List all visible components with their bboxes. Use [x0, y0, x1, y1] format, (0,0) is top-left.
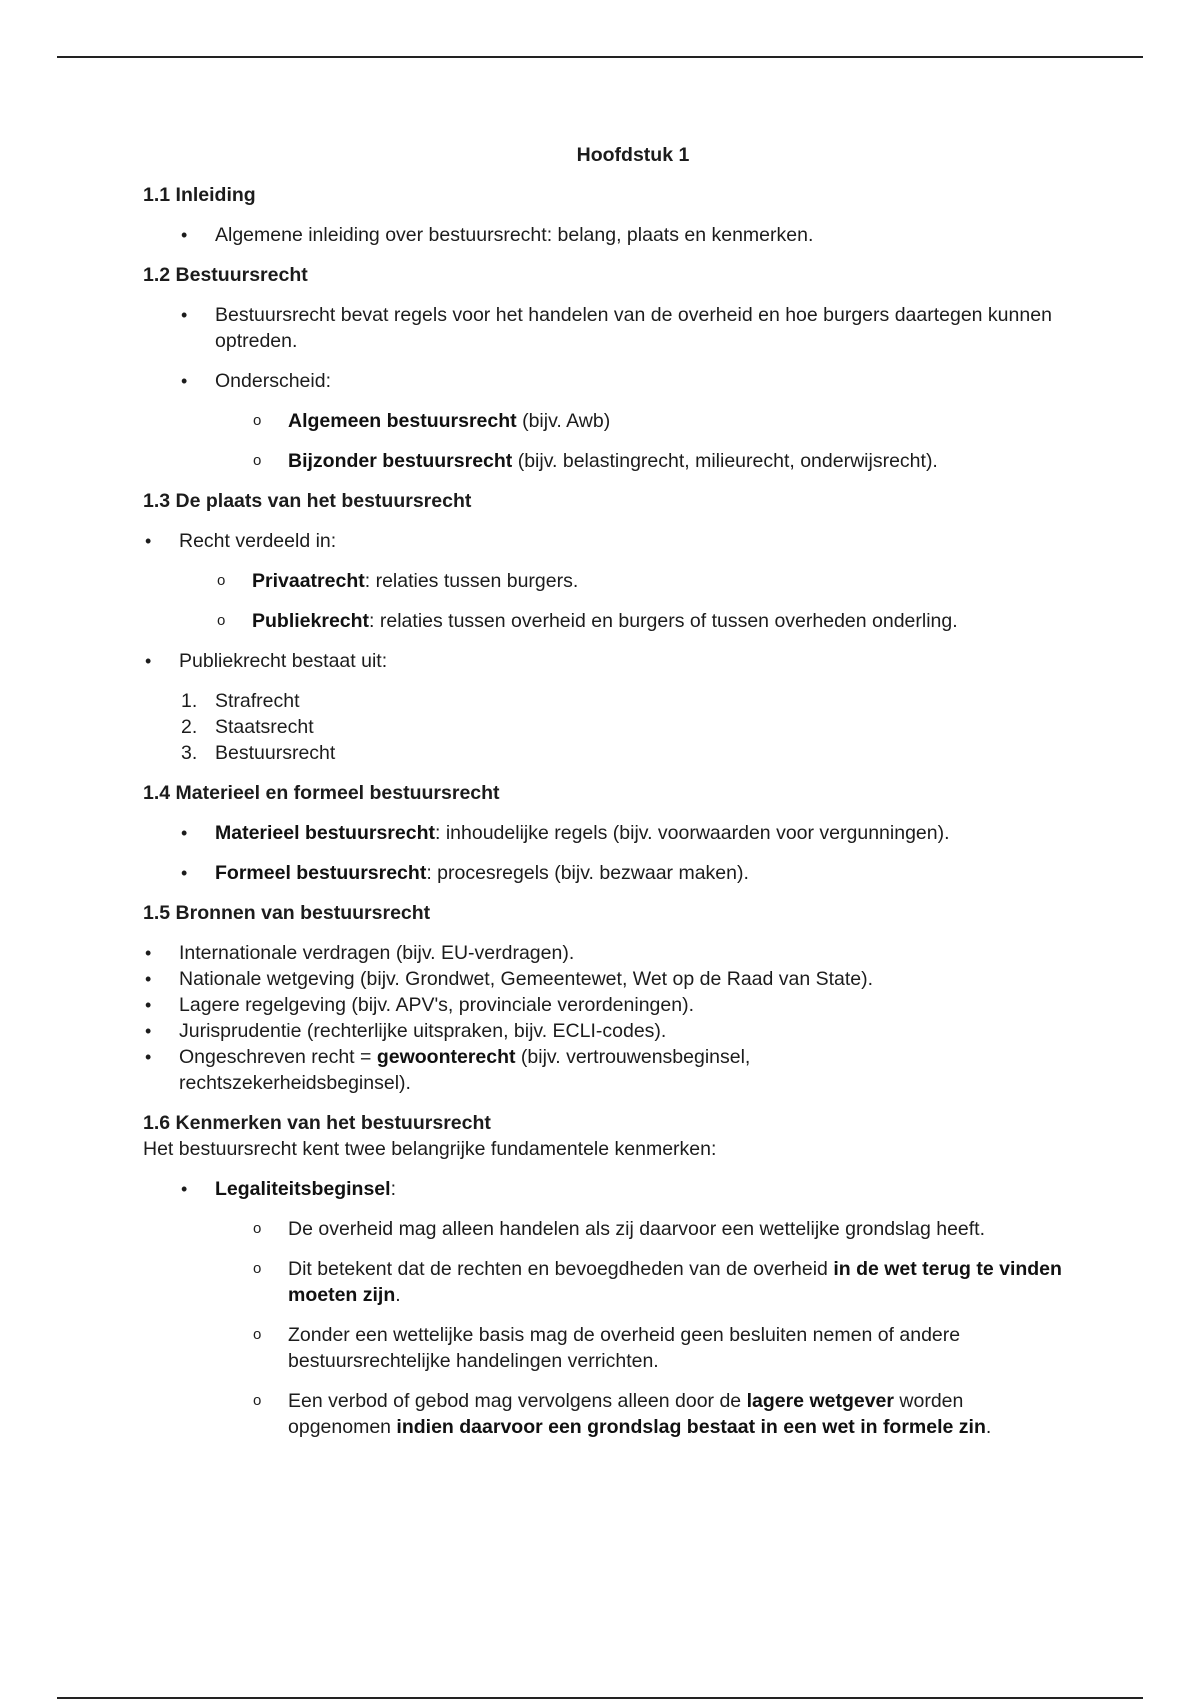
chapter-title: Hoofdstuk 1 [576, 144, 690, 166]
circle-bullet-icon: o [253, 452, 262, 469]
list-item: • Lagere regelgeving (bijv. APV's, provinciale verordeningen). [145, 994, 694, 1016]
circle-bullet-icon: o [253, 412, 262, 429]
section-1-4-list [143, 820, 1063, 886]
section-heading-1-4: 1.4 Materieel en formeel bestuursrecht [143, 782, 500, 804]
list-item: • Publiekrecht bestaat uit: [145, 650, 388, 672]
section-1-5-list [143, 940, 1063, 1096]
section-1-3-numbered-list [143, 688, 1063, 766]
document-body [143, 142, 1063, 1440]
section-1-2-list [143, 302, 1063, 474]
footer-rule [57, 1697, 1143, 1699]
bullet-icon: • [145, 1047, 152, 1067]
list-subitem: o De overheid mag alleen handelen als zij daarvoor een wettelijke grondslag heeft. [253, 1218, 986, 1240]
section-1-6-intro: Het bestuursrecht kent twee belangrijke fundamentele kenmerken: [143, 1138, 717, 1160]
list-item: • Formeel bestuursrecht: procesregels (bijv. bezwaar maken). [181, 862, 749, 884]
section-heading-1-1: 1.1 Inleiding [143, 184, 256, 206]
bullet-icon: • [145, 995, 152, 1015]
section-1-6-list [143, 1176, 1063, 1440]
numbered-item: 2. Staatsrecht [181, 716, 314, 738]
bullet-icon: • [145, 969, 152, 989]
list-item: • Algemene inleiding over bestuursrecht: belang, plaats en kenmerken. [181, 224, 814, 246]
list-item: • Recht verdeeld in: [145, 530, 337, 552]
section-1-1-list [143, 222, 1063, 248]
list-subitem: o Publiekrecht: relaties tussen overheid en burgers of tussen overheden onderling. [217, 610, 958, 632]
bullet-icon: • [181, 1179, 188, 1199]
circle-bullet-icon: o [253, 1220, 262, 1237]
bullet-icon: • [145, 651, 152, 671]
list-item: • Ongeschreven recht = gewoonterecht (bijv. vertrouwensbeginsel, rechtszekerheidsbeginsel). [145, 1046, 751, 1094]
list-item: • Legaliteitsbeginsel: [181, 1178, 396, 1200]
section-heading-1-3: 1.3 De plaats van het bestuursrecht [143, 490, 472, 512]
numbered-item: 1. Strafrecht [181, 690, 300, 712]
circle-bullet-icon: o [253, 1326, 262, 1343]
list-item: • Internationale verdragen (bijv. EU-verdragen). [145, 942, 575, 964]
list-subitem: o Algemeen bestuursrecht (bijv. Awb) [253, 410, 611, 432]
section-heading-1-5: 1.5 Bronnen van bestuursrecht [143, 902, 431, 924]
list-item: • Nationale wetgeving (bijv. Grondwet, Gemeentewet, Wet op de Raad van State). [145, 968, 874, 990]
section-heading-1-6: 1.6 Kenmerken van het bestuursrecht [143, 1112, 491, 1134]
numbered-item: 3. Bestuursrecht [181, 742, 336, 764]
section-heading-1-2: 1.2 Bestuursrecht [143, 264, 308, 286]
bullet-icon: • [181, 823, 188, 843]
list-item: • Onderscheid: [181, 370, 331, 392]
circle-bullet-icon: o [253, 1260, 262, 1277]
section-1-3-list [143, 528, 1063, 674]
circle-bullet-icon: o [217, 612, 226, 629]
bullet-icon: • [145, 1021, 152, 1041]
list-subitem: o Bijzonder bestuursrecht (bijv. belastingrecht, milieurecht, onderwijsrecht). [253, 450, 938, 472]
list-subitem: o Privaatrecht: relaties tussen burgers. [217, 570, 579, 592]
list-subitem: o Dit betekent dat de rechten en bevoegdheden van de overheid in de wet terug te vinden moeten zijn. [253, 1258, 1062, 1306]
bullet-icon: • [145, 531, 152, 551]
circle-bullet-icon: o [217, 572, 226, 589]
circle-bullet-icon: o [253, 1392, 262, 1409]
list-subitem: o Zonder een wettelijke basis mag de overheid geen besluiten nemen of andere bestuursrechtelijke handelingen verrichten. [253, 1324, 961, 1372]
bullet-icon: • [181, 225, 188, 245]
bullet-icon: • [145, 943, 152, 963]
list-item: • Jurisprudentie (rechterlijke uitspraken, bijv. ECLI-codes). [145, 1020, 667, 1042]
bullet-icon: • [181, 305, 188, 325]
list-item: • Bestuursrecht bevat regels voor het handelen van de overheid en hoe burgers daartegen kunnen optreden. [181, 304, 1052, 352]
bullet-icon: • [181, 863, 188, 883]
header-rule [57, 56, 1143, 58]
bullet-icon: • [181, 371, 188, 391]
list-item: • Materieel bestuursrecht: inhoudelijke regels (bijv. voorwaarden voor vergunningen). [181, 822, 950, 844]
list-subitem: o Een verbod of gebod mag vervolgens alleen door de lagere wetgever worden opgenomen indien daarvoor een grondslag bestaat in een wet in formele zin. [253, 1390, 992, 1438]
